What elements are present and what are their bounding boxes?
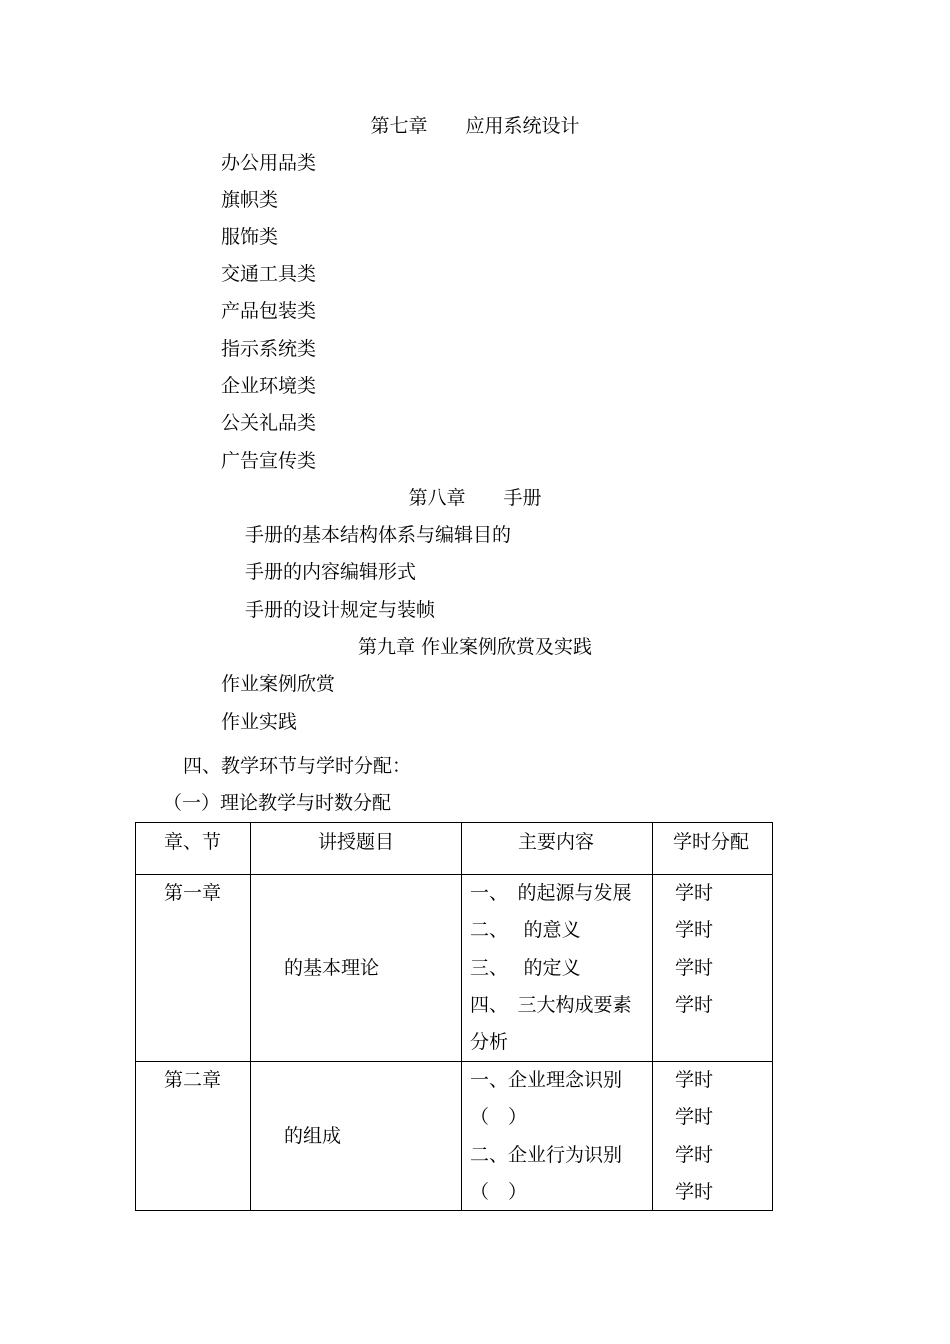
chapter8-item: 手册的内容编辑形式 [245,561,417,583]
hours-value: 学时 [675,1181,714,1203]
content-line: 二、企业行为识别 [470,1144,623,1166]
chapter8-title: 第八章 手册 [408,487,542,509]
row-chapter: 第二章 [164,1069,222,1091]
chapter7-item: 指示系统类 [221,338,317,360]
content-line: 四、 三大构成要素 [470,994,632,1016]
section-heading: 四、教学环节与学时分配： [183,755,412,777]
table-row [136,875,773,1062]
subsection-heading: （一）理论教学与时数分配 [163,792,392,814]
content-line: 分析 [470,1031,509,1053]
content-line: （ ） [470,1106,528,1128]
chapter7-title: 第七章 应用系统设计 [370,115,580,137]
chapter8-item: 手册的基本结构体系与编辑目的 [245,524,512,546]
content-line: 一、企业理念识别 [470,1069,623,1091]
chapter7-item: 企业环境类 [221,375,317,397]
content-line: 一、 的起源与发展 [470,882,632,904]
table-header-row [136,823,773,875]
chapter7-item: 广告宣传类 [221,450,317,472]
header-content: 主要内容 [518,831,595,853]
chapter8-item: 手册的设计规定与装帧 [245,599,436,621]
hours-value: 学时 [675,1069,714,1091]
chapter7-item: 产品包装类 [221,300,317,322]
content-line: 三、 的定义 [470,957,581,979]
header-chapter: 章、节 [164,831,222,853]
row-chapter: 第一章 [164,882,222,904]
table-row [136,1062,773,1211]
chapter7-item: 办公用品类 [221,152,317,174]
row-topic: 的基本理论 [284,957,380,979]
chapter7-item: 交通工具类 [221,263,317,285]
chapter7-item: 公关礼品类 [221,412,317,434]
header-hours: 学时分配 [673,831,750,853]
header-topic: 讲授题目 [318,831,395,853]
row-topic: 的组成 [284,1125,342,1147]
chapter7-item: 旗帜类 [221,189,279,211]
chapter7-item: 服饰类 [221,226,279,248]
hours-value: 学时 [675,957,714,979]
hours-value: 学时 [675,1144,714,1166]
content-line: （ ） [470,1181,528,1203]
content-line: 二、 的意义 [470,919,581,941]
chapter9-item: 作业实践 [221,711,298,733]
hours-value: 学时 [675,994,714,1016]
hours-value: 学时 [675,1106,714,1128]
hours-table [135,822,773,1211]
hours-value: 学时 [675,919,714,941]
chapter9-title: 第九章 作业案例欣赏及实践 [357,636,593,658]
hours-value: 学时 [675,882,714,904]
chapter9-item: 作业案例欣赏 [221,673,336,695]
